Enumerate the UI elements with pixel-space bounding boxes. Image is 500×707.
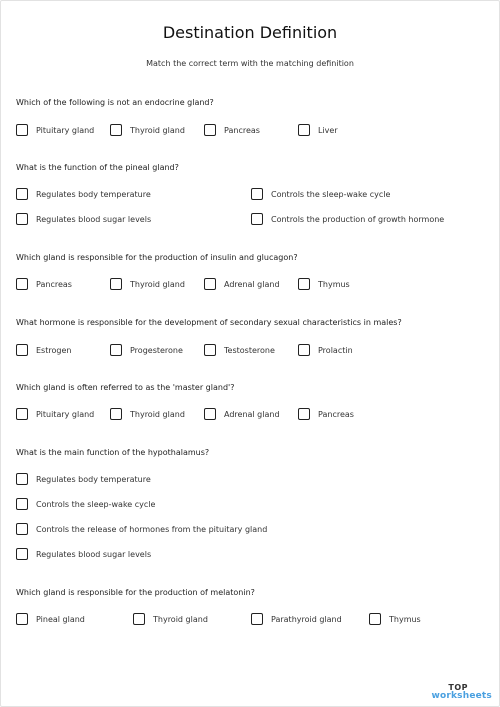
- q2-option-2[interactable]: [251, 187, 390, 201]
- option-label: Estrogen: [36, 345, 72, 355]
- page-title: Destination Definition: [162, 23, 338, 42]
- option-label: Adrenal gland: [224, 279, 280, 289]
- option-label: Regulates body temperature: [36, 474, 151, 484]
- question-3-text: Which gland is responsible for the production of insulin and glucagon?: [16, 253, 298, 262]
- option-label: Adrenal gland: [224, 409, 280, 419]
- q4-option-3[interactable]: [204, 343, 275, 357]
- checkbox[interactable]: [298, 278, 310, 290]
- question-6-text: What is the main function of the hypothalamus?: [16, 448, 210, 457]
- q2-option-3[interactable]: [16, 212, 151, 226]
- checkbox[interactable]: [204, 124, 216, 136]
- checkbox[interactable]: [204, 344, 216, 356]
- q6-option-3[interactable]: [16, 522, 267, 536]
- q3-option-1[interactable]: [16, 277, 72, 291]
- option-label: Regulates blood sugar levels: [36, 549, 152, 559]
- question-1-text: Which of the following is not an endocrine gland?: [16, 98, 214, 107]
- q5-option-3[interactable]: [204, 407, 280, 421]
- q7-option-2[interactable]: [133, 612, 208, 626]
- checkbox[interactable]: [251, 188, 263, 200]
- logo-top-text: TOP: [448, 683, 468, 692]
- checkbox[interactable]: [16, 408, 28, 420]
- q5-option-4[interactable]: [298, 407, 354, 421]
- checkbox[interactable]: [16, 548, 28, 560]
- option-label: Controls the production of growth hormone: [271, 214, 445, 224]
- checkbox[interactable]: [16, 523, 28, 535]
- checkbox[interactable]: [298, 344, 310, 356]
- option-label: Thyroid gland: [130, 125, 185, 135]
- checkbox[interactable]: [298, 408, 310, 420]
- checkbox[interactable]: [251, 213, 263, 225]
- checkbox[interactable]: [16, 124, 28, 136]
- checkbox[interactable]: [110, 344, 122, 356]
- checkbox[interactable]: [16, 498, 28, 510]
- q4-option-4[interactable]: [298, 343, 353, 357]
- q1-option-4[interactable]: [298, 123, 338, 137]
- q1-option-1[interactable]: [16, 123, 94, 137]
- option-label: Liver: [318, 125, 338, 135]
- option-label: Thyroid gland: [130, 279, 185, 289]
- checkbox[interactable]: [204, 408, 216, 420]
- top-worksheets-logo: [431, 684, 492, 701]
- option-label: Pineal gland: [36, 614, 85, 624]
- option-label: Controls the sleep-wake cycle: [36, 499, 156, 509]
- checkbox[interactable]: [110, 278, 122, 290]
- option-label: Testosterone: [224, 345, 275, 355]
- checkbox[interactable]: [251, 613, 263, 625]
- option-label: Parathyroid gland: [271, 614, 342, 624]
- q5-option-2[interactable]: [110, 407, 185, 421]
- checkbox[interactable]: [16, 344, 28, 356]
- q7-option-3[interactable]: [251, 612, 342, 626]
- checkbox[interactable]: [110, 408, 122, 420]
- option-label: Pituitary gland: [36, 125, 95, 135]
- option-label: Pancreas: [224, 125, 260, 135]
- logo-bottom-text: worksheets: [431, 691, 492, 701]
- option-label: Regulates blood sugar levels: [36, 214, 152, 224]
- option-label: Controls the sleep-wake cycle: [271, 189, 391, 199]
- q6-option-1[interactable]: [16, 472, 151, 486]
- page-subtitle: Match the correct term with the matching definition: [146, 59, 354, 68]
- option-label: Thyroid gland: [130, 409, 185, 419]
- option-label: Pituitary gland: [36, 409, 95, 419]
- question-7-text: Which gland is responsible for the production of melatonin?: [16, 588, 255, 597]
- q7-option-4[interactable]: [369, 612, 421, 626]
- q3-option-4[interactable]: [298, 277, 350, 291]
- q2-option-1[interactable]: [16, 187, 151, 201]
- checkbox[interactable]: [16, 473, 28, 485]
- checkbox[interactable]: [298, 124, 310, 136]
- option-label: Controls the release of hormones from the pituitary gland: [36, 524, 268, 534]
- checkbox[interactable]: [16, 613, 28, 625]
- q1-option-3[interactable]: [204, 123, 260, 137]
- q1-option-2[interactable]: [110, 123, 185, 137]
- option-label: Pancreas: [318, 409, 354, 419]
- q6-option-4[interactable]: [16, 547, 151, 561]
- option-label: Thyroid gland: [153, 614, 208, 624]
- q3-option-2[interactable]: [110, 277, 185, 291]
- q5-option-1[interactable]: [16, 407, 94, 421]
- q4-option-1[interactable]: [16, 343, 71, 357]
- question-4-text: What hormone is responsible for the development of secondary sexual characteristics in males?: [16, 318, 402, 327]
- checkbox[interactable]: [369, 613, 381, 625]
- checkbox[interactable]: [16, 278, 28, 290]
- option-label: Thymus: [389, 614, 421, 624]
- q3-option-3[interactable]: [204, 277, 280, 291]
- question-2-text: What is the function of the pineal gland?: [16, 163, 179, 172]
- checkbox[interactable]: [133, 613, 145, 625]
- q2-option-4[interactable]: [251, 212, 444, 226]
- option-label: Prolactin: [318, 345, 353, 355]
- question-5-text: Which gland is often referred to as the 'master gland'?: [16, 383, 235, 392]
- q7-option-1[interactable]: [16, 612, 85, 626]
- q4-option-2[interactable]: [110, 343, 183, 357]
- option-label: Progesterone: [130, 345, 183, 355]
- checkbox[interactable]: [204, 278, 216, 290]
- q6-option-2[interactable]: [16, 497, 155, 511]
- option-label: Pancreas: [36, 279, 72, 289]
- option-label: Regulates body temperature: [36, 189, 151, 199]
- checkbox[interactable]: [110, 124, 122, 136]
- checkbox[interactable]: [16, 188, 28, 200]
- option-label: Thymus: [318, 279, 350, 289]
- checkbox[interactable]: [16, 213, 28, 225]
